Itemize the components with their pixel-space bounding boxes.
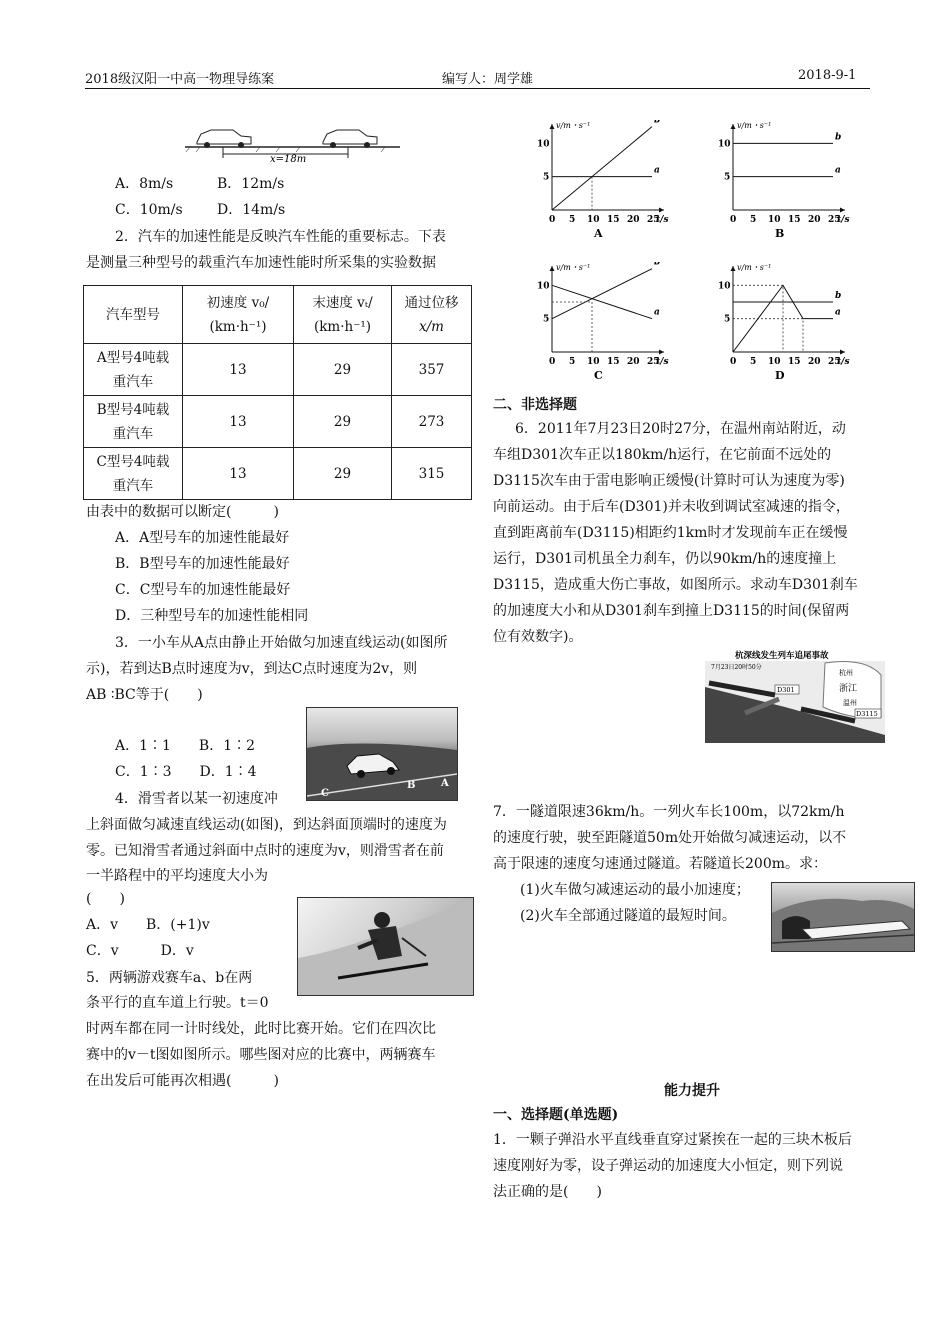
ability-q1-line-3: 法正确的是( ) (493, 1184, 602, 1200)
q3-options-2: C．1∶3 D．1∶4 (115, 764, 257, 780)
q3-line-3: AB ∶BC等于( ) (86, 687, 203, 703)
y-tick-label: 10 (537, 281, 550, 292)
q4-line-2: 上斜面做匀减速直线运动(如图)，到达斜面顶端时的速度为 (86, 817, 447, 833)
q6-line-5: 直到距离前车(D3115)相距约1km时才发现前车正在缓慢 (493, 525, 848, 541)
series-line-a (552, 285, 652, 318)
graph-caption: A (594, 227, 603, 240)
x-tick-label: 20 (627, 215, 640, 225)
tunnel-train-photo (771, 882, 915, 952)
x-tick-label: 5 (750, 357, 757, 367)
series-label-b: b (835, 132, 842, 143)
series-label-b: b (654, 120, 661, 126)
q6-line-9: 位有效数字)。 (493, 629, 583, 645)
skier-photo (297, 897, 474, 996)
q2-conclusion: 由表中的数据可以断定( ) (86, 504, 279, 520)
series-label-a: a (835, 307, 841, 318)
x-tick-label: 10 (768, 215, 781, 225)
x-tick-label: 20 (808, 357, 821, 367)
q6-line-6: 运行，D301司机虽全力刹车，仍以90km/h的速度撞上 (493, 551, 837, 567)
x-tick-label: 0 (549, 357, 556, 367)
train-accident-figure (705, 647, 885, 743)
y-axis-label: v/m・s⁻¹ (556, 121, 591, 130)
col-header-v0: 初速度 v₀/ (km·h⁻¹) (183, 286, 294, 344)
series-label-b: b (654, 262, 661, 268)
y-tick-label: 10 (537, 139, 550, 150)
q3-line-1: 3．一小车从A点由静止开始做匀加速直线运动(如图所 (115, 635, 448, 651)
x-axis-arrow (840, 208, 845, 213)
vt-graph-b (713, 120, 863, 240)
q7-line-3: 高于限速的速度匀速通过隧道。若隧道长200m。求： (493, 856, 827, 872)
q2-stem-1: 2．汽车的加速性能是反映汽车性能的重要标志。下表 (115, 229, 446, 245)
x-tick-label: 5 (569, 215, 576, 225)
q6-line-8: 的加速度大小和从D301刹车到撞上D3115的时间(保留两 (493, 603, 850, 619)
x-tick-label: 15 (788, 215, 801, 225)
y-axis-arrow (550, 124, 555, 129)
accident-date: 7月23日20时50分 (711, 664, 762, 671)
graph-caption: B (775, 227, 785, 240)
section-2-title: 二、非选择题 (493, 397, 577, 413)
q1-option-a: A．8m/s (115, 176, 174, 192)
point-a-label: A (441, 778, 449, 789)
place-zhejiang: 浙江 (839, 684, 858, 694)
vt-graph-svg (532, 120, 682, 240)
guide-line (733, 319, 803, 352)
q2-stem-2: 是测量三种型号的载重汽车加速性能时所采集的实验数据 (86, 255, 436, 271)
point-c-label: C (321, 788, 329, 799)
place-wenzhou: 温州 (843, 699, 857, 707)
q4-options-2: C．v D．v (86, 943, 194, 959)
x-axis-label: t/s (656, 357, 669, 367)
y-axis-arrow (731, 266, 736, 271)
place-hangzhou: 杭州 (839, 669, 853, 677)
x-tick-label: 0 (730, 357, 737, 367)
x-tick-label: 5 (569, 357, 576, 367)
car-road-photo (306, 707, 458, 801)
x-tick-label: 25 (828, 357, 841, 367)
point-b-label: B (407, 780, 416, 791)
q6-line-7: D3115，造成重大伤亡事故，如图所示。求动车D301刹车 (493, 577, 858, 593)
table-row: A型号4吨载 重汽车 13 29 357 (84, 344, 472, 396)
col-header-model: 汽车型号 (84, 286, 183, 344)
q5-line-2: 条平行的直车道上行驶。t＝0 (86, 995, 269, 1011)
x-tick-label: 20 (808, 215, 821, 225)
cars-figure (185, 120, 400, 165)
y-tick-label: 10 (718, 281, 731, 292)
q1-option-b: B．12m/s (217, 176, 285, 192)
x-tick-label: 0 (549, 215, 556, 225)
q2-option-a: A．A型号车的加速性能最好 (115, 530, 290, 546)
x-tick-label: 5 (750, 215, 757, 225)
y-axis-arrow (550, 266, 555, 271)
series-label-a: a (835, 165, 841, 176)
vt-graph-c (532, 262, 682, 382)
acceleration-table (83, 285, 472, 500)
vt-graph-svg (713, 262, 863, 382)
y-axis-arrow (731, 124, 736, 129)
x-axis-label: t/s (837, 357, 850, 367)
ability-title: 能力提升 (664, 1083, 720, 1099)
header-rule (85, 88, 870, 89)
q7-line-2: 的速度行驶，驶至距隧道50m处开始做匀减速运动，以不 (493, 830, 847, 846)
graph-caption: C (594, 369, 603, 382)
ability-q1-line-1: 1．一颗子弹沿水平直线垂直穿过紧挨在一起的三块木板后 (493, 1132, 852, 1148)
series-line-b (552, 269, 652, 319)
x-tick-label: 15 (607, 357, 620, 367)
y-tick-label: 10 (718, 139, 731, 150)
y-axis-label: v/m・s⁻¹ (737, 263, 772, 272)
accident-title: 杭深线发生列车追尾事故 (735, 651, 829, 661)
distance-label: x=18m (270, 154, 307, 165)
q4-options-1: A．v B．(+1)v (86, 917, 210, 933)
y-tick-label: 5 (724, 314, 731, 325)
q6-line-1: 6．2011年7月23日20时27分，在温州南站附近，动 (515, 421, 846, 437)
ability-section: 一、选择题(单选题) (493, 1107, 619, 1123)
q7-part-2: (2)火车全部通过隧道的最短时间。 (520, 908, 736, 924)
x-tick-label: 25 (828, 215, 841, 225)
q2-option-d: D．三种型号车的加速性能相同 (115, 608, 309, 624)
q6-line-2: 车组D301次车正以180km/h运行，在它前面不远处的 (493, 447, 832, 463)
x-axis-arrow (659, 350, 664, 355)
x-tick-label: 25 (647, 357, 660, 367)
series-label-a: a (654, 307, 660, 318)
q5-line-1: 5．两辆游戏赛车a、b在两 (86, 970, 253, 986)
header-left: 2018级汉阳一中高一物理导练案 (85, 72, 275, 87)
q2-option-b: B．B型号车的加速性能最好 (115, 556, 290, 572)
y-tick-label: 5 (543, 314, 550, 325)
q1-option-d: D．14m/s (217, 202, 286, 218)
q4-line-5: ( ) (86, 891, 125, 907)
series-label-a: a (654, 165, 660, 176)
vt-graph-d (713, 262, 863, 382)
y-axis-label: v/m・s⁻¹ (737, 121, 772, 130)
vt-graph-svg (713, 120, 863, 240)
col-header-vt: 末速度 vₜ/ (km·h⁻¹) (294, 286, 392, 344)
vt-graph-a (532, 120, 682, 240)
table-row: B型号4吨载 重汽车 13 29 273 (84, 396, 472, 448)
x-axis-arrow (659, 208, 664, 213)
x-axis-label: t/s (837, 215, 850, 225)
q7-part-1: (1)火车做匀减速运动的最小加速度； (520, 882, 750, 898)
series-label-b: b (835, 291, 842, 301)
x-tick-label: 25 (647, 215, 660, 225)
x-axis-label: t/s (656, 215, 669, 225)
train-d301-label: D301 (777, 686, 795, 694)
col-header-x: 通过位移 x/m (392, 286, 472, 344)
table-row: C型号4吨载 重汽车 13 29 315 (84, 448, 472, 500)
q6-line-4: 向前运动。由于后车(D301)并未收到调试室减速的指令， (493, 499, 850, 515)
series-line-b (552, 127, 652, 210)
q5-line-5: 在出发后可能再次相遇( ) (86, 1073, 279, 1089)
q4-line-3: 零。已知滑雪者通过斜面中点时的速度为v，则滑雪者在前 (86, 843, 444, 859)
y-tick-label: 5 (543, 172, 550, 183)
q4-line-1: 4．滑雪者以某一初速度冲 (115, 791, 278, 807)
x-tick-label: 0 (730, 215, 737, 225)
x-tick-label: 20 (627, 357, 640, 367)
vt-graph-svg (532, 262, 682, 382)
q5-line-3: 时两车都在同一计时线处，此时比赛开始。它们在四次比 (86, 1021, 436, 1037)
q2-option-c: C．C型号车的加速性能最好 (115, 582, 291, 598)
x-tick-label: 10 (587, 357, 600, 367)
header-right: 2018-9-1 (798, 68, 857, 83)
q3-options-1: A．1∶1 B．1∶2 (115, 738, 256, 754)
q4-line-4: 一半路程中的平均速度大小为 (86, 868, 268, 884)
q7-line-1: 7．一隧道限速36km/h。一列火车长100m，以72km/h (493, 804, 845, 820)
x-tick-label: 15 (607, 215, 620, 225)
x-tick-label: 15 (788, 357, 801, 367)
graph-caption: D (775, 369, 785, 382)
y-axis-label: v/m・s⁻¹ (556, 263, 591, 272)
q1-option-c: C．10m/s (115, 202, 183, 218)
x-tick-label: 10 (768, 357, 781, 367)
y-tick-label: 5 (724, 172, 731, 183)
guide-line (552, 302, 592, 352)
q5-line-4: 赛中的v－t图如图所示。哪些图对应的比赛中，两辆赛车 (86, 1047, 436, 1063)
x-axis-arrow (840, 350, 845, 355)
header-center: 编写人：周学雄 (442, 72, 534, 87)
ability-q1-line-2: 速度刚好为零，设子弹运动的加速度大小恒定，则下列说 (493, 1158, 843, 1174)
q6-line-3: D3115次车由于雷电影响正缓慢(计算时可认为速度为零) (493, 473, 845, 489)
q3-line-2: 示)，若到达B点时速度为v，到达C点时速度为2v，则 (86, 661, 418, 677)
train-d3115-label: D3115 (856, 710, 878, 718)
x-tick-label: 10 (587, 215, 600, 225)
